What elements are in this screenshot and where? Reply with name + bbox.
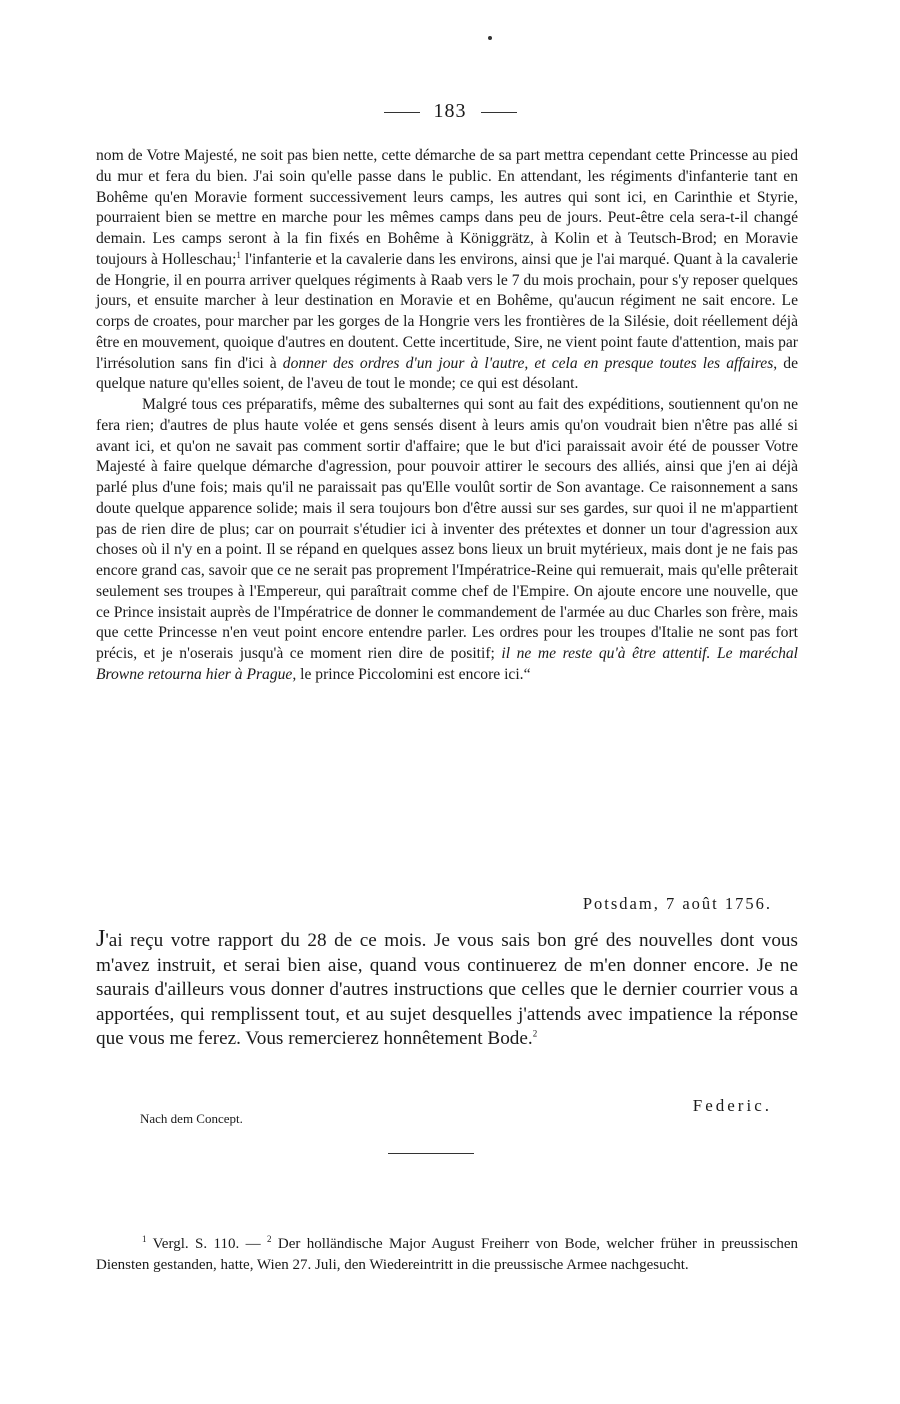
footnote-ref-2: 2: [267, 1234, 272, 1244]
dateline: Potsdam, 7 août 1756.: [582, 894, 772, 913]
quote-text: l'infanterie et la cavalerie dans les environs, ainsi que je l'ai marqué. Quant à la cavalerie de Hongrie, il en pourra arriver quelques régiments à Raab vers le 7 du mois prochain, pour s'y reposer quelques jours, et ensuite marcher à leur destination en Moravie et en Bohême, qu'aucun régiment ne sait encore. Le corps de croates, pour marcher par les gorges de la Hongrie vers les frontières de la Silésie, doit réellement déjà être en mouvement, quoique d'autres en doutent. Cette incertitude, Sire, ne vient point faute d'attention, mais par l'irrésolution sans fin d'ici à: [96, 250, 798, 372]
quote-italic-text: il ne me reste qu'à être attentif. Le maréchal Browne retourna hier à Prague,: [96, 645, 798, 683]
page-number: 183: [433, 100, 467, 122]
quote-paragraph-2: [96, 395, 798, 686]
quote-paragraph-1: [96, 146, 798, 395]
quote-note-ref: 1: [236, 249, 241, 260]
page-number-header: [0, 100, 900, 123]
quote-text: le prince Piccolomini est encore ici.“: [296, 665, 531, 683]
footnote-text-2: Der holländische Major August Freiherr von Bode, welcher früher in preussischen Diensten gestanden, hatte, Wien 27. Juli, den Wiedereintritt in die preussische Armee nachgesucht.: [96, 1236, 799, 1273]
reply-paragraph: [96, 927, 798, 1052]
footnotes: [96, 1234, 798, 1275]
source-note: Nach dem Concept.: [140, 1111, 243, 1126]
quote-text: Malgré tous ces préparatifs, même des subalternes qui sont au fait des expéditions, soutiennent qu'on ne fera rien; d'autres de plus haute volée et gens sensés disent à leurs amis qu'on voudrait bien n'être pas allé si avant ici, et qu'on ne savait pas comment sortir d'affaire; que le but d'ici paraissait avoir été de pousser Votre Majesté à faire quelque démarche d'agression, pour pouvoir attirer le secours des alliés, ainsi que j'en ai déjà parlé plus d'une fois; mais qu'il ne paraissait pas qu'Elle voulût sortir de Son avantage. Ce raisonnement a sans doute quelque apparence solide; mais il sera toujours bon d'être aussi sur ses gardes, sur quoi il ne m'appartient pas de rien dire de plus; car on pourrait s'étudier ici à inventer des prétextes et donner un tour d'agression aux choses où il n'y en a point. Il se répand en quelques assez bons lieux un bruit mytérieux, mais dont je ne fais pas encore grand cas, savoir que ce ne serait pas proprement l'Impératrice-Reine qui remuerait, mais qu'elle prêterait seulement ses troupes à l'Empereur, qui paraîtrait comme chef de l'Empire. On ajoute encore une nouvelle, que ce Prince insistait auprès de l'Impératrice de donner le commandement de l'armée au duc Charles son frère, mais que cette Princesse n'en veut point encore entendre parler. Les ordres pour les troupes d'Italie ne sont pas fort précis, et je n'oserais jusqu'à ce moment rien dire de positif;: [96, 396, 798, 662]
quote-text: , de quelque nature qu'elles soient, de l'aveu de tout le monde; ce qui est désolant.: [96, 354, 798, 393]
footnote-ref-1: 1: [142, 1234, 147, 1244]
footnote-separator: [388, 1153, 474, 1154]
reply-letter: [96, 927, 798, 1052]
footnote-paragraph: [96, 1234, 798, 1275]
signature: Federic.: [692, 1096, 772, 1115]
left-dash: [384, 112, 420, 113]
footnote-text-1: Vergl. S. 110. —: [152, 1236, 261, 1252]
page-dot-mark: [488, 36, 492, 40]
reply-text: 'ai reçu votre rapport du 28 de ce mois. Je vous sais bon gré des nouvelles dont vous m'avez instruit, et serai bien aise, quand vous continuerez de m'en donner encore. Je ne saurais d'ailleurs vous donner d'autres instructions que celles que le dernier courrier vous a apportées, qui remplissent tout, et au sujet desquelles j'attends avec impatience la réponse que vous me ferez. Vous remercierez honnêtement Bode.: [96, 930, 798, 1049]
right-dash: [481, 112, 517, 113]
quote-text: nom de Votre Majesté, ne soit pas bien nette, cette démarche de sa part mettra cependant cette Princesse au pied du mur et fera du bien. J'ai soin qu'elle passe dans le public. En attendant, les régiments d'infanterie tant en Bohême qu'en Moravie forment successivement leurs camps, les autres qui sont ici, en Carinthie et Styrie, pourraient bien se mettre en marche pour les mêmes camps dans peu de jours. Peut-être cela sera-t-il changé demain. Les camps seront à la fin fixés en Bohême à Königgrätz, à Kolin et à Teutsch-Brod; en Moravie toujours à Holleschau;: [96, 147, 798, 268]
quote-italic-text: donner des ordres d'un jour à l'autre, et cela en presque toutes les affaires: [282, 354, 774, 372]
reply-initial: J: [96, 926, 106, 952]
quoted-letter: [96, 146, 798, 686]
reply-note-ref: 2: [532, 1028, 538, 1039]
